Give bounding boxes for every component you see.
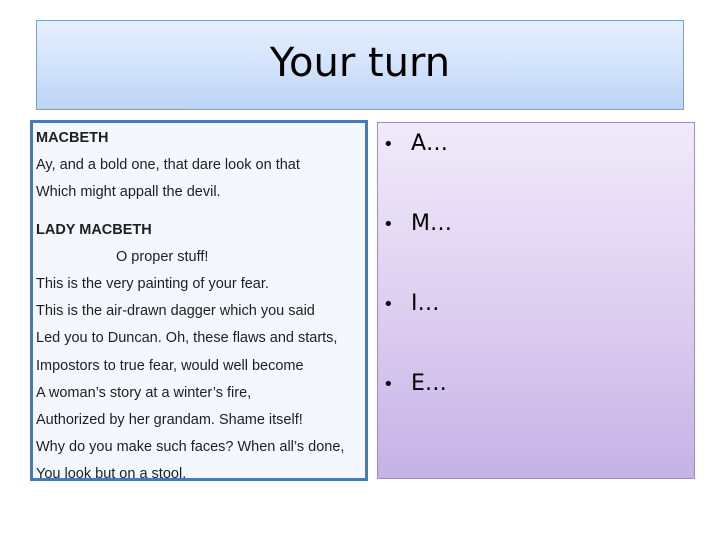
bullet-marker: • bbox=[383, 374, 394, 395]
bullet-text: M… bbox=[411, 211, 452, 236]
bullet-panel bbox=[377, 122, 695, 479]
verse-line: Ay, and a bold one, that dare look on that bbox=[36, 157, 300, 174]
verse-line: You look but on a stool. bbox=[36, 466, 187, 481]
bullet-marker: • bbox=[383, 214, 394, 235]
bullet-marker: • bbox=[383, 134, 394, 155]
quote-text bbox=[36, 125, 366, 481]
verse-line: Which might appall the devil. bbox=[36, 184, 221, 201]
verse-line: Why do you make such faces? When all’s done, bbox=[36, 439, 345, 456]
bullet-item bbox=[383, 291, 440, 316]
bullet-item bbox=[383, 131, 448, 156]
bullet-item bbox=[383, 371, 447, 396]
bullet-text: I… bbox=[411, 291, 440, 316]
verse-line: A woman’s story at a winter’s fire, bbox=[36, 384, 252, 401]
title-underline-divider bbox=[38, 105, 184, 107]
bullet-text: A… bbox=[411, 131, 449, 156]
verse-line: Authorized by her grandam. Shame itself! bbox=[36, 412, 303, 429]
speaker-name: MACBETH bbox=[36, 130, 109, 146]
slide-title: Your turn bbox=[269, 40, 451, 86]
bullet-text: E… bbox=[411, 371, 447, 396]
verse-line: This is the very painting of your fear. bbox=[36, 276, 269, 293]
verse-line: This is the air-drawn dagger which you said bbox=[36, 303, 315, 320]
bullet-marker: • bbox=[383, 294, 394, 315]
quote-panel bbox=[30, 120, 368, 481]
verse-line: Led you to Duncan. Oh, these flaws and starts, bbox=[36, 330, 338, 347]
verse-line: Impostors to true fear, would well become bbox=[36, 357, 304, 374]
bullet-item bbox=[383, 211, 452, 236]
speaker-name: LADY MACBETH bbox=[36, 221, 152, 238]
slide-title-box bbox=[36, 20, 684, 110]
verse-line: O proper stuff! bbox=[116, 248, 209, 265]
